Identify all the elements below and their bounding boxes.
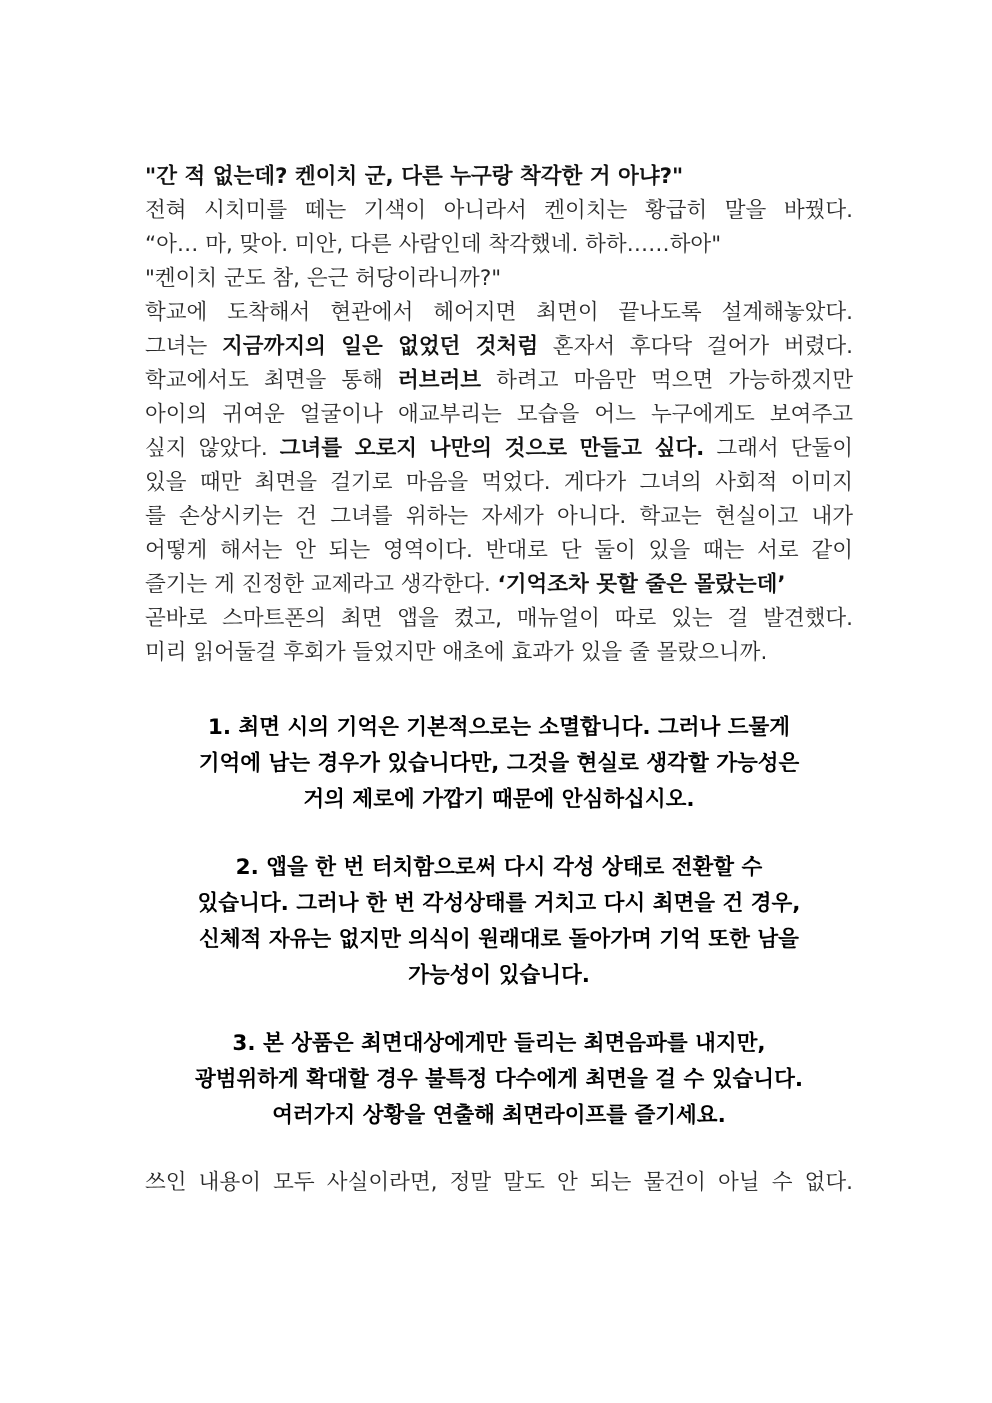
manual-line: 3. 본 상품은 최면대상에게만 들리는 최면음파를 내지만, (232, 1031, 766, 1056)
manual-line: 거의 제로에 가깝기 때문에 안심하십시오. (303, 787, 695, 812)
manual-item-3 (145, 1026, 853, 1134)
manual-line: 여러가지 상황을 연출해 최면라이프를 즐기세요. (272, 1103, 726, 1128)
manual-line: 신체적 자유는 없지만 의식이 원래대로 돌아가며 기억 또한 남을 (199, 927, 799, 952)
manual-line: 있습니다. 그러나 한 번 각성상태를 거치고 다시 최면을 건 경우, (197, 891, 801, 916)
dialogue-line: “아… 마, 맞아. 미안, 다른 사람인데 착각했네. 하하……하아" (145, 232, 722, 257)
body-line (145, 364, 853, 398)
closing-line: 쓰인 내용이 모두 사실이라면, 정말 말도 안 되는 물건이 아닐 수 없다. (145, 1170, 853, 1195)
dialogue-line: "켄이치 군도 참, 은근 허당이라니까?" (145, 266, 502, 291)
bold-text-run: ‘기억조차 못할 줄은 몰랐는데’ (497, 572, 786, 597)
bold-text-run: 러브러브 (397, 368, 482, 393)
manual-line: 가능성이 있습니다. (408, 963, 590, 988)
text-run: 학교에서도 최면을 통해 (145, 368, 398, 393)
bold-text-run: 지금까지의 일은 없었던 것처럼 (222, 334, 539, 359)
text-run: 즐기는 게 진정한 교제라고 생각한다. (145, 572, 498, 597)
body-line: 곧바로 스마트폰의 최면 앱을 켰고, 매뉴얼이 따로 있는 걸 발견했다. (145, 606, 853, 631)
body-line (145, 432, 853, 466)
body-line: 를 손상시키는 건 그녀를 위하는 자세가 아니다. 학교는 현실이고 내가 (145, 504, 853, 529)
body-line: 어떻게 해서는 안 되는 영역이다. 반대로 단 둘이 있을 때는 서로 같이 (145, 538, 853, 563)
manual-item-2 (145, 850, 853, 994)
text-run: 하려고 마음만 먹으면 가능하겠지만 (481, 368, 853, 393)
manual-item-1 (145, 710, 853, 818)
body-line (145, 568, 853, 602)
text-run: 그래서 단둘이 (704, 436, 853, 461)
bold-text-run: 그녀를 오로지 나만의 것으로 만들고 싶다. (279, 436, 705, 461)
text-run: 혼자서 후다닥 걸어가 버렸다. (538, 334, 853, 359)
app-manual (145, 710, 853, 1134)
body-line: 있을 때만 최면을 걸기로 마음을 먹었다. 게다가 그녀의 사회적 이미지 (145, 470, 853, 495)
document-page (145, 160, 853, 1200)
manual-line: 1. 최면 시의 기억은 기본적으로는 소멸합니다. 그러나 드물게 (207, 715, 791, 740)
text-run: 그녀는 (145, 334, 223, 359)
body-line (145, 330, 853, 364)
text-run: 싶지 않았다. (145, 436, 280, 461)
body-line: 아이의 귀여운 얼굴이나 애교부리는 모습을 어느 누구에게도 보여주고 (145, 402, 853, 427)
manual-line: 2. 앱을 한 번 터치함으로써 다시 각성 상태로 전환할 수 (235, 855, 763, 880)
body-line: 미리 읽어둘걸 후회가 들었지만 애초에 효과가 있을 줄 몰랐으니까. (145, 640, 768, 665)
body-line: 전혀 시치미를 떼는 기색이 아니라서 켄이치는 황급히 말을 바꿨다. (145, 198, 853, 223)
body-line: 학교에 도착해서 현관에서 헤어지면 최면이 끝나도록 설계해놓았다. (145, 300, 853, 325)
dialogue-line: "간 적 없는데? 켄이치 군, 다른 누구랑 착각한 거 아냐?" (145, 164, 684, 189)
manual-line: 기억에 남는 경우가 있습니다만, 그것을 현실로 생각할 가능성은 (198, 751, 800, 776)
manual-line: 광범위하게 확대할 경우 불특정 다수에게 최면을 걸 수 있습니다. (194, 1067, 804, 1092)
